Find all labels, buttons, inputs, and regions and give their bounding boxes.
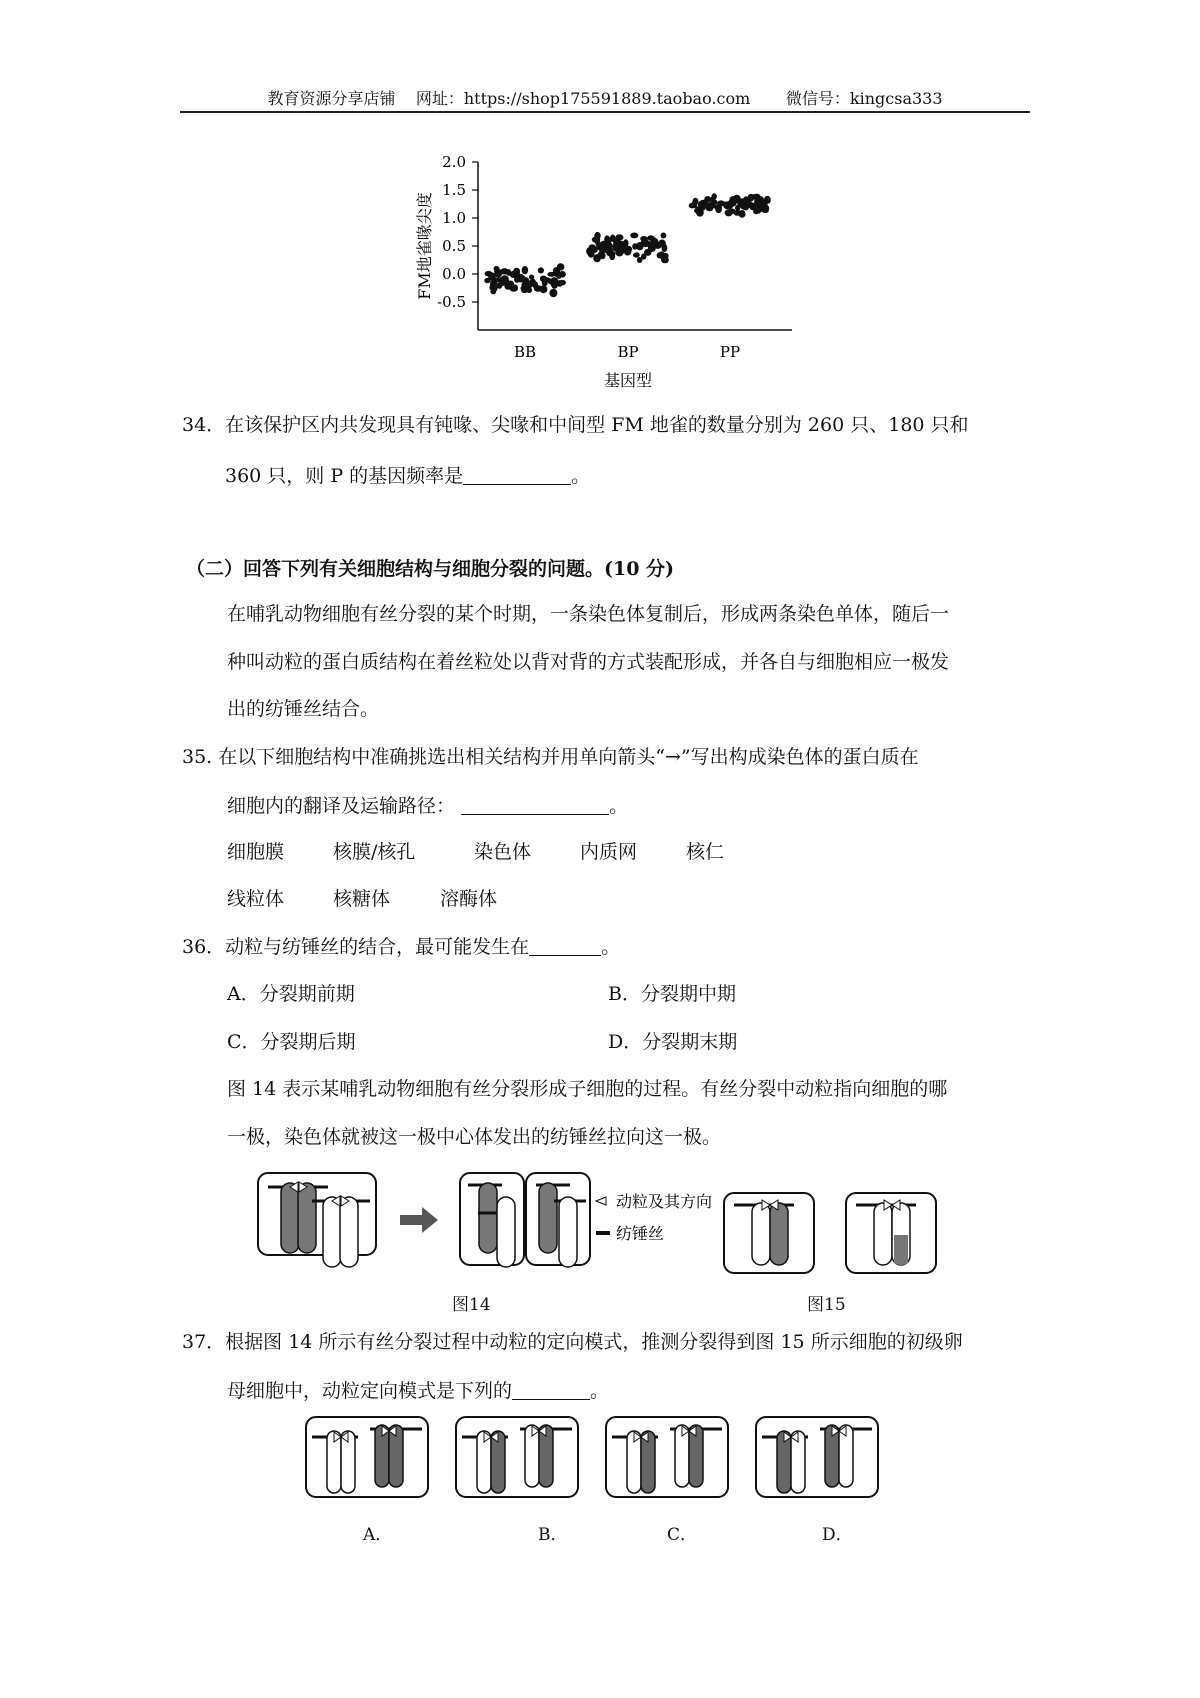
q36-text: 36．动粒与纺锤丝的结合，最可能发生在: [182, 936, 530, 958]
q36-option-a[interactable]: A．分裂期前期: [227, 983, 355, 1005]
scatter-point-BB: [552, 284, 558, 289]
scatter-point-PP: [748, 194, 755, 202]
daughter-cell-right: [526, 1173, 590, 1265]
beak-scatter-chart: [400, 150, 820, 400]
q36-stem: [182, 937, 620, 957]
scatter-point-BB: [507, 282, 514, 288]
section2-intro3: 出的纺锤丝结合。: [227, 698, 380, 720]
q35-line2: [227, 796, 628, 816]
y-tick-label: 2.0: [442, 153, 466, 171]
y-tick-label: 1.5: [442, 181, 466, 199]
scatter-point-BB: [529, 275, 534, 280]
fig14-caption: 图14: [452, 1295, 491, 1315]
process-arrow: [400, 1207, 438, 1233]
scatter-point-PP: [749, 202, 755, 210]
scatter-point-BB: [493, 272, 501, 278]
chart-xlabel: 基因型: [603, 371, 653, 390]
wechat-label: 微信号：: [785, 89, 850, 108]
section2-intro1: 在哺乳动物细胞有丝分裂的某个时期，一条染色体复制后，形成两条染色单体，随后一: [227, 603, 950, 625]
scatter-point-PP: [743, 205, 749, 211]
x-tick-label: BP: [617, 343, 639, 361]
scatter-point-BP: [609, 252, 615, 259]
chart-ylabel: FM地雀喙尖度: [415, 192, 434, 300]
scatter-point-PP: [734, 210, 742, 216]
scatter-point-PP: [761, 200, 768, 208]
scatter-point-BP: [661, 233, 667, 239]
q35-option-mitochondria: 线粒体: [227, 888, 285, 910]
scatter-point-BB: [510, 271, 518, 278]
q37-label-d[interactable]: D．: [822, 1525, 853, 1545]
q36-option-d[interactable]: D．分裂期末期: [608, 1031, 738, 1053]
fig15-caption: 图15: [807, 1295, 846, 1315]
y-tick-label: 0.5: [442, 237, 466, 255]
scatter-point-BB: [540, 285, 548, 293]
scatter-point-BP: [630, 233, 638, 239]
scatter-point-BP: [657, 252, 664, 258]
figure-14-15: [250, 1165, 970, 1285]
q35-option-cell-membrane: 细胞膜: [227, 841, 285, 863]
q35-option-lysosome: 溶酶体: [440, 888, 498, 910]
scatter-point-BP: [594, 232, 600, 240]
shop-name: 教育资源分享店铺: [267, 89, 396, 108]
scatter-point-BB: [547, 272, 555, 277]
scatter-point-BB: [520, 286, 527, 291]
q35-text: 细胞内的翻译及运输路径：: [227, 795, 456, 817]
scatter-point-BB: [549, 289, 557, 298]
q35-answer-blank[interactable]: [461, 796, 609, 815]
scatter-point-BP: [633, 252, 640, 257]
scatter-point-PP: [730, 199, 737, 206]
scatter-point-BP: [638, 242, 646, 247]
q35-option-chromosome: 染色体: [474, 841, 532, 863]
scatter-point-BP: [640, 236, 647, 241]
y-tick-label: -0.5: [437, 293, 466, 311]
x-tick-label: BB: [513, 343, 537, 361]
q34-line2: [225, 466, 590, 486]
scatter-point-BP: [652, 238, 659, 245]
q37-label-c[interactable]: C．: [667, 1525, 698, 1545]
fig-desc-line2: 一极，染色体就被这一极中心体发出的纺锤丝拉向这一极。: [227, 1126, 722, 1148]
q36-end: 。: [601, 936, 621, 958]
q35-option-ribosome: 核糖体: [333, 888, 391, 910]
scatter-point-BB: [490, 280, 497, 288]
page-header: [180, 86, 1030, 109]
q37-text: 母细胞中，动粒定向模式是下列的: [227, 1380, 513, 1402]
q34-line1: 34．在该保护区内共发现具有钝喙、尖喙和中间型 FM 地雀的数量分别为 260 只、180 只和: [182, 414, 969, 436]
scatter-point-BP: [619, 245, 626, 251]
kinetochore-legend-icon: [596, 1197, 606, 1205]
scatter-point-PP: [725, 209, 733, 216]
scatter-point-BP: [600, 241, 608, 248]
q34-answer-blank[interactable]: [463, 466, 571, 485]
q36-option-b[interactable]: B．分裂期中期: [608, 983, 736, 1005]
scatter-point-BB: [540, 276, 547, 282]
fig-desc-line1: 图 14 表示某哺乳动物细胞有丝分裂形成子细胞的过程。有丝分裂中动粒指向细胞的哪: [227, 1078, 948, 1100]
wechat-id: kingcsa333: [849, 89, 943, 108]
q35-line1: 35. 在以下细胞结构中准确挑选出相关结构并用单向箭头“→”写出构成染色体的蛋白质在: [182, 746, 919, 768]
y-tick-label: 0.0: [442, 265, 466, 283]
q35-option-nuclear-envelope: 核膜/核孔: [333, 841, 416, 863]
legend-kinetochore: 动粒及其方向: [616, 1192, 713, 1211]
scatter-point-BB: [500, 268, 508, 274]
q37-line1: 37．根据图 14 所示有丝分裂过程中动粒的定向模式，推测分裂得到图 15 所示细胞的初级卵: [182, 1331, 963, 1353]
scatter-point-PP: [704, 196, 711, 203]
x-tick-label: PP: [719, 343, 741, 361]
header-divider: [180, 111, 1030, 113]
scatter-point-PP: [689, 203, 696, 209]
section2-intro2: 种叫动粒的蛋白质结构在着丝粒处以背对背的方式装配形成，并各自与细胞相应一极发: [227, 651, 950, 673]
scatter-point-PP: [698, 201, 706, 208]
q37-answer-blank[interactable]: [512, 1381, 590, 1400]
q35-end: 。: [609, 795, 629, 817]
scatter-point-PP: [717, 200, 725, 206]
q37-options-diagram: [300, 1415, 920, 1505]
q34-end: 。: [571, 465, 591, 487]
scatter-point-BB: [522, 266, 529, 274]
section2-title: （二）回答下列有关细胞结构与细胞分裂的问题。(10 分): [186, 558, 675, 580]
q37-label-a[interactable]: A．: [363, 1525, 393, 1545]
q35-option-er: 内质网: [580, 841, 638, 863]
q34-text: 360 只，则 P 的基因频率是: [225, 465, 464, 487]
scatter-point-BP: [637, 257, 643, 263]
site-url[interactable]: https://shop175591889.taobao.com: [463, 89, 751, 108]
q37-label-b[interactable]: B．: [538, 1525, 568, 1545]
q36-option-c[interactable]: C．分裂期后期: [227, 1031, 356, 1053]
site-label: 网址：: [415, 89, 464, 108]
legend-spindle: 纺锤丝: [616, 1224, 665, 1243]
scatter-point-BB: [559, 280, 566, 286]
y-tick-label: 1.0: [442, 209, 466, 227]
scatter-point-BP: [586, 247, 594, 256]
scatter-point-BB: [538, 267, 544, 273]
q37-end: 。: [590, 1380, 610, 1402]
q37-line2: [227, 1381, 609, 1401]
q35-option-nucleolus: 核仁: [686, 841, 725, 863]
q36-answer-blank[interactable]: [529, 937, 601, 956]
